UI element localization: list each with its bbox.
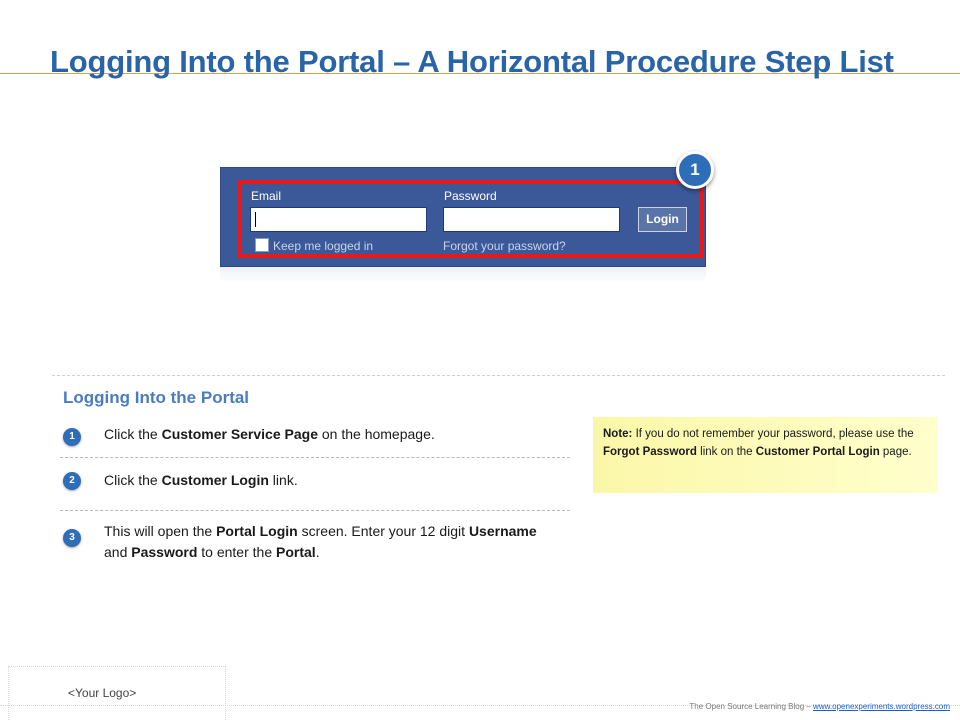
text-run: and <box>104 544 132 560</box>
text-run: link. <box>268 472 298 488</box>
step-text <box>104 470 554 491</box>
text-run: link on the <box>696 446 756 458</box>
emphasis-text: Customer Service Page <box>161 426 318 442</box>
emphasis-text: Note: <box>603 428 633 440</box>
callout-number-badge: 1 <box>676 151 714 189</box>
login-button[interactable]: Login <box>638 207 687 232</box>
step-text <box>104 521 559 563</box>
step-divider <box>60 457 570 458</box>
text-run: screen. Enter your 12 digit <box>297 523 469 539</box>
footer-credit-link[interactable]: www.openexperiments.wordpress.com <box>813 702 950 711</box>
emphasis-text: Portal <box>276 544 316 560</box>
footer-credit <box>689 702 950 711</box>
emphasis-text: Password <box>131 544 198 560</box>
text-run: page. <box>879 446 912 458</box>
footer-credit-text: The Open Source Learning Blog – <box>689 702 814 711</box>
forgot-password-link[interactable]: Forgot your password? <box>443 239 566 253</box>
step-number-badge: 1 <box>63 428 81 446</box>
emphasis-text: Customer Portal Login <box>755 446 880 458</box>
highlight-frame <box>237 180 704 258</box>
note-callout <box>593 417 938 493</box>
email-label: Email <box>251 189 282 203</box>
step-number-badge: 3 <box>63 529 81 547</box>
logo-placeholder: <Your Logo> <box>68 686 137 700</box>
text-run: Click the <box>104 472 162 488</box>
emphasis-text: Username <box>468 523 537 539</box>
step-text <box>104 424 554 445</box>
step-divider <box>60 510 570 511</box>
section-title: Logging Into the Portal <box>63 388 250 407</box>
text-run: . <box>315 544 320 560</box>
text-run: on the homepage. <box>317 426 435 442</box>
text-run: Click the <box>104 426 162 442</box>
section-divider <box>52 375 945 376</box>
page-title: Logging Into the Portal – A Horizontal Procedure Step List <box>50 44 894 79</box>
password-label: Password <box>444 189 497 203</box>
screenshot-reflection <box>220 267 706 283</box>
emphasis-text: Customer Login <box>161 472 269 488</box>
keep-logged-in-label[interactable]: Keep me logged in <box>273 239 374 253</box>
text-run: If you do not remember your password, please use the <box>632 428 914 440</box>
text-run: This will open the <box>104 523 217 539</box>
text-run: to enter the <box>197 544 276 560</box>
emphasis-text: Portal Login <box>216 523 298 539</box>
emphasis-text: Forgot Password <box>603 446 697 458</box>
step-number-badge: 2 <box>63 472 81 490</box>
